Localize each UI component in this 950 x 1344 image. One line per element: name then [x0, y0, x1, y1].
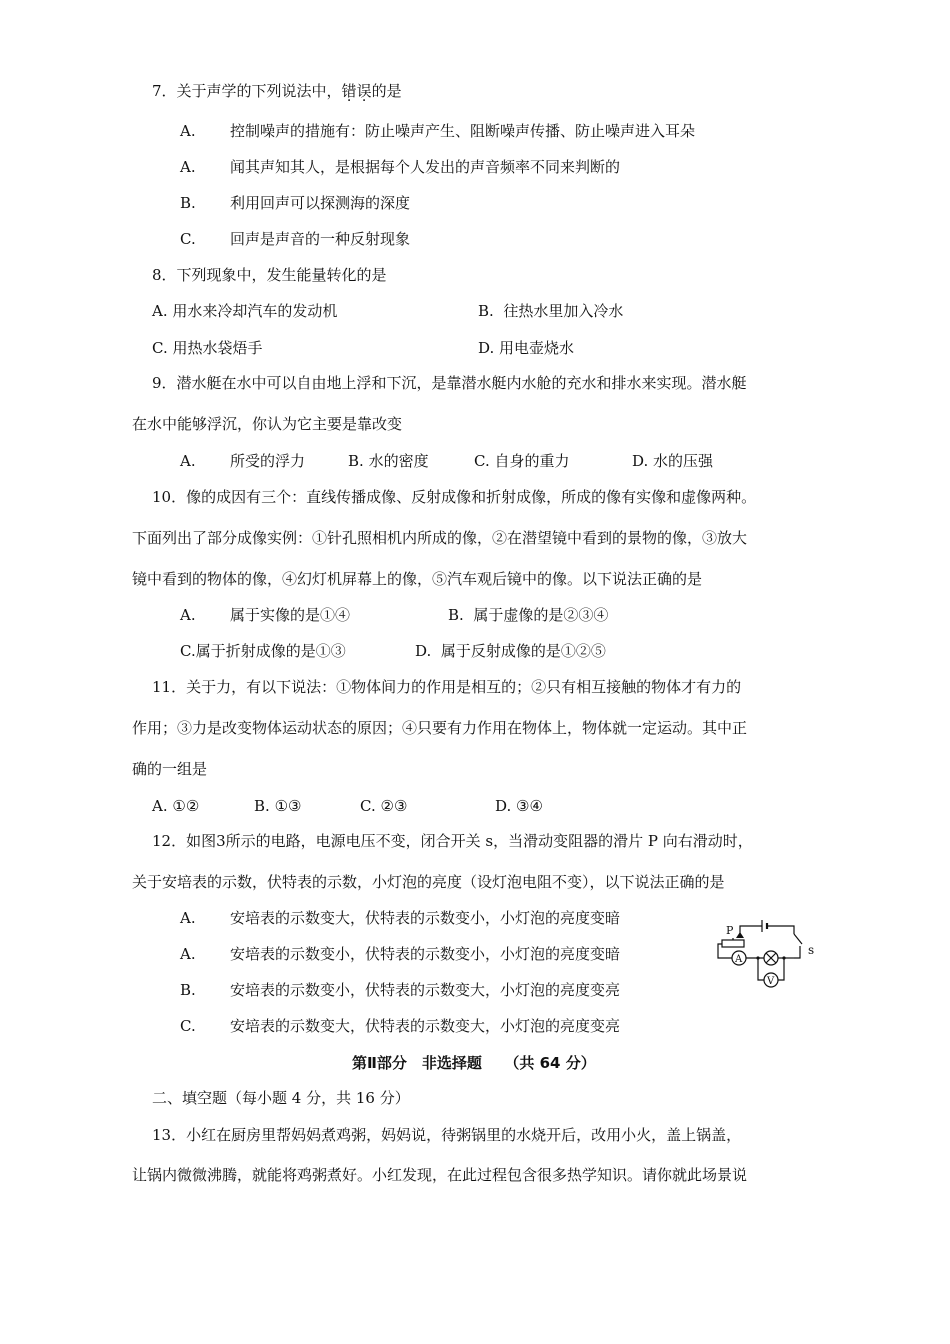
- q9-option: C. 自身的重力: [474, 452, 570, 470]
- q8-option: A. 用水来冷却汽车的发动机: [152, 302, 338, 320]
- q9-stem-line2: 在水中能够浮沉，你认为它主要是靠改变: [132, 415, 403, 433]
- circuit-diagram: [712, 918, 822, 998]
- q12-stem-line2: 关于安培表的示数，伏特表的示数，小灯泡的亮度（设灯泡电阻不变），以下说法正确的是: [132, 873, 725, 891]
- q10-option: D. 属于反射成像的是①②⑤: [415, 642, 606, 660]
- part2-title: 第Ⅱ部分 非选择题 （共 64 分）: [352, 1054, 596, 1072]
- q12-option-text: 安培表的示数变小，伏特表的示数变小，小灯泡的亮度变暗: [230, 945, 621, 963]
- q8-option: D. 用电壶烧水: [478, 339, 575, 357]
- q13-stem-line2: 让锅内微微沸腾，就能将鸡粥煮好。小红发现，在此过程包含很多热学知识。请你就此场景说: [132, 1166, 748, 1184]
- q9-option-label: A.: [180, 452, 196, 470]
- q11-stem-line3: 确的一组是: [132, 760, 208, 778]
- q11-option: B. ①③: [254, 797, 302, 815]
- q10-stem-line3: 镜中看到的物体的像，④幻灯机屏幕上的像，⑤汽车观后镜中的像。以下说法正确的是: [132, 570, 703, 588]
- q12-option-text: 安培表的示数变大，伏特表的示数变大，小灯泡的亮度变亮: [230, 1017, 621, 1035]
- q9-option: B. 水的密度: [348, 452, 429, 470]
- q10-stem-line2: 下面列出了部分成像实例：①针孔照相机内所成的像，②在潜望镜中看到的景物的像，③放大: [132, 529, 748, 547]
- q8-stem: 8．下列现象中，发生能量转化的是: [152, 266, 387, 284]
- q11-option: D. ③④: [495, 797, 543, 815]
- q10-option-text: 属于实像的是①④: [230, 606, 351, 624]
- q7-option-label: C.: [180, 230, 196, 248]
- q7-option-text: 利用回声可以探测海的深度: [230, 194, 411, 212]
- q7-option-label: A.: [180, 158, 196, 176]
- label-p: P: [726, 924, 734, 937]
- q7-option-text: 回声是声音的一种反射现象: [230, 230, 411, 248]
- q12-option-label: B.: [180, 981, 196, 999]
- emphasis-mark: 误: [356, 82, 372, 100]
- q11-stem-line1: 11．关于力，有以下说法：①物体间力的作用是相互的；②只有相互接触的物体才有力的: [152, 678, 742, 696]
- q12-option-label: C.: [180, 1017, 196, 1035]
- q10-option-label: A.: [180, 606, 196, 624]
- q12-option-label: A.: [180, 909, 196, 927]
- q10-option: C.属于折射成像的是①③: [180, 642, 346, 660]
- label-ammeter: A: [735, 954, 743, 965]
- q7-option-label: A.: [180, 122, 196, 140]
- label-voltmeter: V: [767, 976, 775, 987]
- q9-option-text: 所受的浮力: [230, 452, 306, 470]
- q10-option: B. 属于虚像的是②③④: [448, 606, 609, 624]
- q7-option-text: 闻其声知其人，是根据每个人发出的声音频率不同来判断的: [230, 158, 621, 176]
- q12-option-label: A.: [180, 945, 196, 963]
- q12-option-text: 安培表的示数变小，伏特表的示数变大，小灯泡的亮度变亮: [230, 981, 621, 999]
- label-s: s: [808, 943, 815, 957]
- emphasis-mark: 错: [341, 82, 357, 100]
- q8-option: C. 用热水袋焐手: [152, 339, 263, 357]
- q11-option: C. ②③: [360, 797, 408, 815]
- q8-option: B. 往热水里加入冷水: [478, 302, 624, 320]
- q13-stem-line1: 13．小红在厨房里帮妈妈煮鸡粥，妈妈说，待粥锅里的水烧开后，改用小火，盖上锅盖，: [152, 1126, 742, 1144]
- q12-stem-line1: 12．如图3所示的电路，电源电压不变，闭合开关 s，当滑动变阻器的滑片 P 向右滑动时，: [152, 832, 753, 850]
- q9-option: D. 水的压强: [632, 452, 714, 470]
- q12-option-text: 安培表的示数变大，伏特表的示数变小，小灯泡的亮度变暗: [230, 909, 621, 927]
- q11-stem-line2: 作用；③力是改变物体运动状态的原因；④只要有力作用在物体上，物体就一定运动。其中正: [132, 719, 748, 737]
- q11-option: A. ①②: [152, 797, 200, 815]
- q10-stem-line1: 10．像的成因有三个：直线传播成像、反射成像和折射成像，所成的像有实像和虚像两种。: [152, 488, 757, 506]
- slider-arrow: [736, 932, 744, 938]
- rheostat: [722, 940, 744, 947]
- switch-blade: [794, 934, 802, 944]
- q9-stem-line1: 9．潜水艇在水中可以自由地上浮和下沉，是靠潜水艇内水舱的充水和排水来实现。潜水艇: [152, 374, 747, 392]
- section2-title: 二、填空题（每小题 4 分，共 16 分）: [152, 1089, 410, 1107]
- q7-option-text: 控制噪声的措施有：防止噪声产生、阻断噪声传播、防止噪声进入耳朵: [230, 122, 696, 140]
- q7-option-label: B.: [180, 194, 196, 212]
- q7-stem: 7．关于声学的下列说法中，错误的是: [152, 82, 402, 100]
